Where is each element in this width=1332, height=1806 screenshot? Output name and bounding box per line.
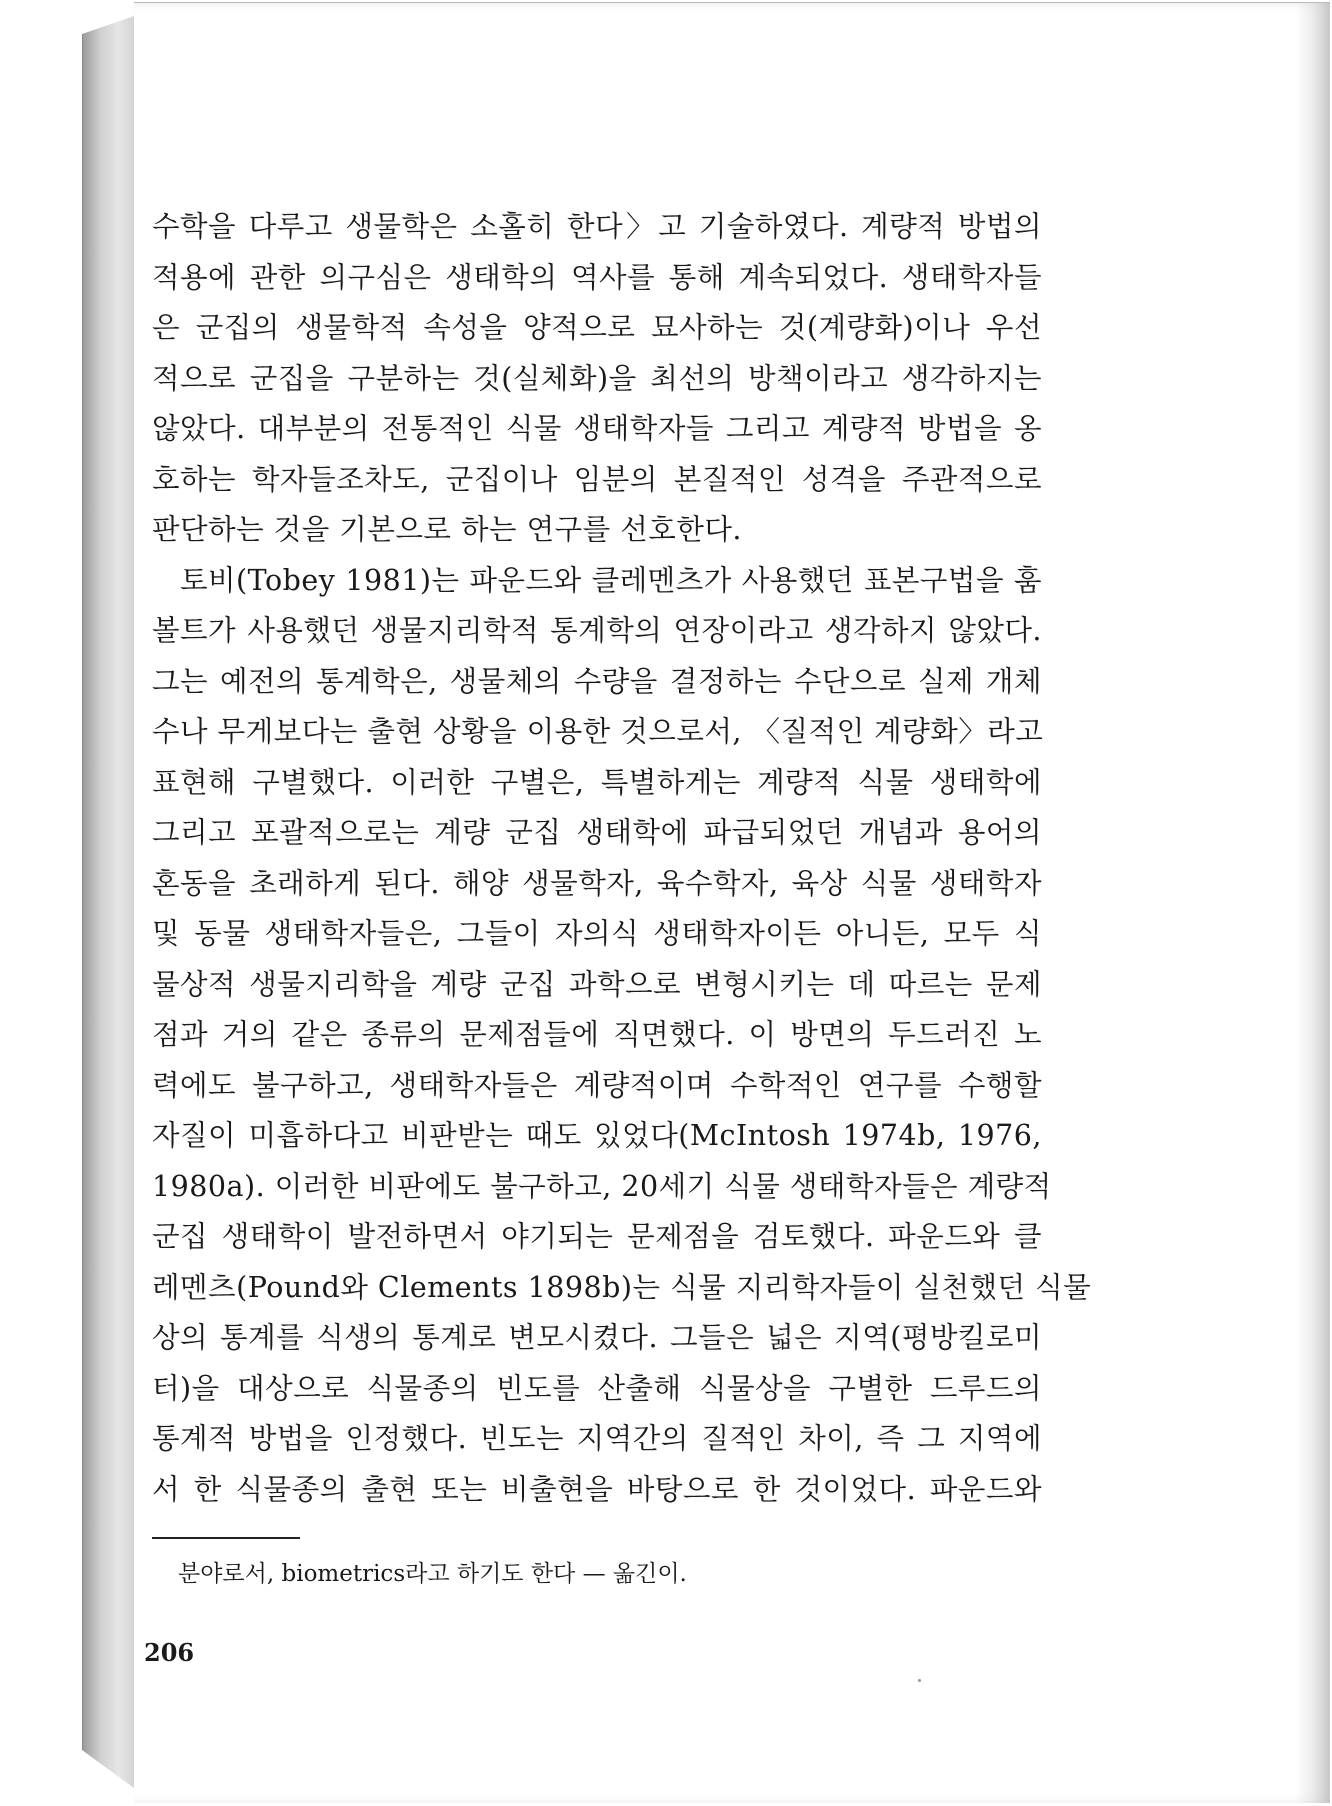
page-gutter-shadow	[1296, 3, 1330, 1803]
text-line: 점과 거의 같은 종류의 문제점들에 직면했다. 이 방면의 두드러진 노	[152, 1018, 1042, 1051]
text-line: 판단하는 것을 기본으로 하는 연구를 선호한다.	[152, 513, 742, 546]
book-edge	[82, 16, 134, 1788]
text-line: 군집 생태학이 발전하면서 야기되는 문제점을 검토했다. 파운드와 클	[152, 1220, 1042, 1253]
text-line: 혼동을 초래하게 된다. 해양 생물학자, 육수학자, 육상 식물 생태학자	[152, 866, 1042, 900]
paper-speck	[918, 1679, 921, 1682]
body-text	[152, 202, 1092, 1515]
text-line: 않았다. 대부분의 전통적인 식물 생태학자들 그리고 계량적 방법을 옹	[152, 412, 1042, 445]
text-line: 볼트가 사용했던 생물지리학적 통계학의 연장이라고 생각하지 않았다.	[152, 614, 1042, 647]
text-line: 그는 예전의 통계학은, 생물체의 수량을 결정하는 수단으로 실제 개체	[152, 664, 1042, 698]
text-line: 표현해 구별했다. 이러한 구별은, 특별하게는 계량적 식물 생태학에	[152, 765, 1042, 799]
footnote: 분야로서, biometrics라고 하기도 한다 — 옮긴이.	[178, 1561, 687, 1587]
text-line: 1980a). 이러한 비판에도 불구하고, 20세기 식물 생태학자들은 계량적	[152, 1169, 1052, 1203]
text-line: 은 군집의 생물학적 속성을 양적으로 묘사하는 것(계량화)이나 우선	[152, 311, 1042, 344]
text-line: 물상적 생물지리학을 계량 군집 과학으로 변형시키는 데 따르는 문제	[152, 967, 1042, 1001]
text-line: 토비(Tobey 1981)는 파운드와 클레멘츠가 사용했던 표본구법을 훔	[180, 563, 1042, 597]
text-line: 자질이 미흡하다고 비판받는 때도 있었다(McIntosh 1974b, 1976,	[152, 1119, 1042, 1152]
text-line: 서 한 식물종의 출현 또는 비출현을 바탕으로 한 것이었다. 파운드와	[152, 1472, 1042, 1506]
footnote-divider	[152, 1537, 300, 1539]
text-line: 수학을 다루고 생물학은 소홀히 한다〉고 기술하였다. 계량적 방법의	[152, 210, 1042, 243]
text-line: 및 동물 생태학자들은, 그들이 자의식 생태학자이든 아니든, 모두 식	[152, 917, 1042, 950]
text-line: 그리고 포괄적으로는 계량 군집 생태학에 파급되었던 개념과 용어의	[152, 816, 1042, 849]
page-number: 206	[144, 1638, 195, 1667]
text-line: 레멘츠(Pound와 Clements 1898b)는 식물 지리학자들이 실천했던 식물	[152, 1270, 1092, 1304]
text-line: 터)을 대상으로 식물종의 빈도를 산출해 식물상을 구별한 드루드의	[152, 1371, 1042, 1405]
text-line: 적용에 관한 의구심은 생태학의 역사를 통해 계속되었다. 생태학자들	[152, 260, 1042, 294]
text-line: 수나 무게보다는 출현 상황을 이용한 것으로서, 〈질적인 계량화〉라고	[152, 715, 1044, 748]
text-line: 적으로 군집을 구분하는 것(실체화)을 최선의 방책이라고 생각하지는	[152, 361, 1042, 395]
text-line: 력에도 불구하고, 생태학자들은 계량적이며 수학적인 연구를 수행할	[152, 1068, 1042, 1102]
book-edge-line	[82, 34, 83, 1750]
text-line: 상의 통계를 식생의 통계로 변모시켰다. 그들은 넓은 지역(평방킬로미	[152, 1321, 1042, 1354]
text-line: 통계적 방법을 인정했다. 빈도는 지역간의 질적인 차이, 즉 그 지역에	[152, 1422, 1042, 1455]
text-line: 호하는 학자들조차도, 군집이나 임분의 본질적인 성격을 주관적으로	[152, 462, 1042, 496]
